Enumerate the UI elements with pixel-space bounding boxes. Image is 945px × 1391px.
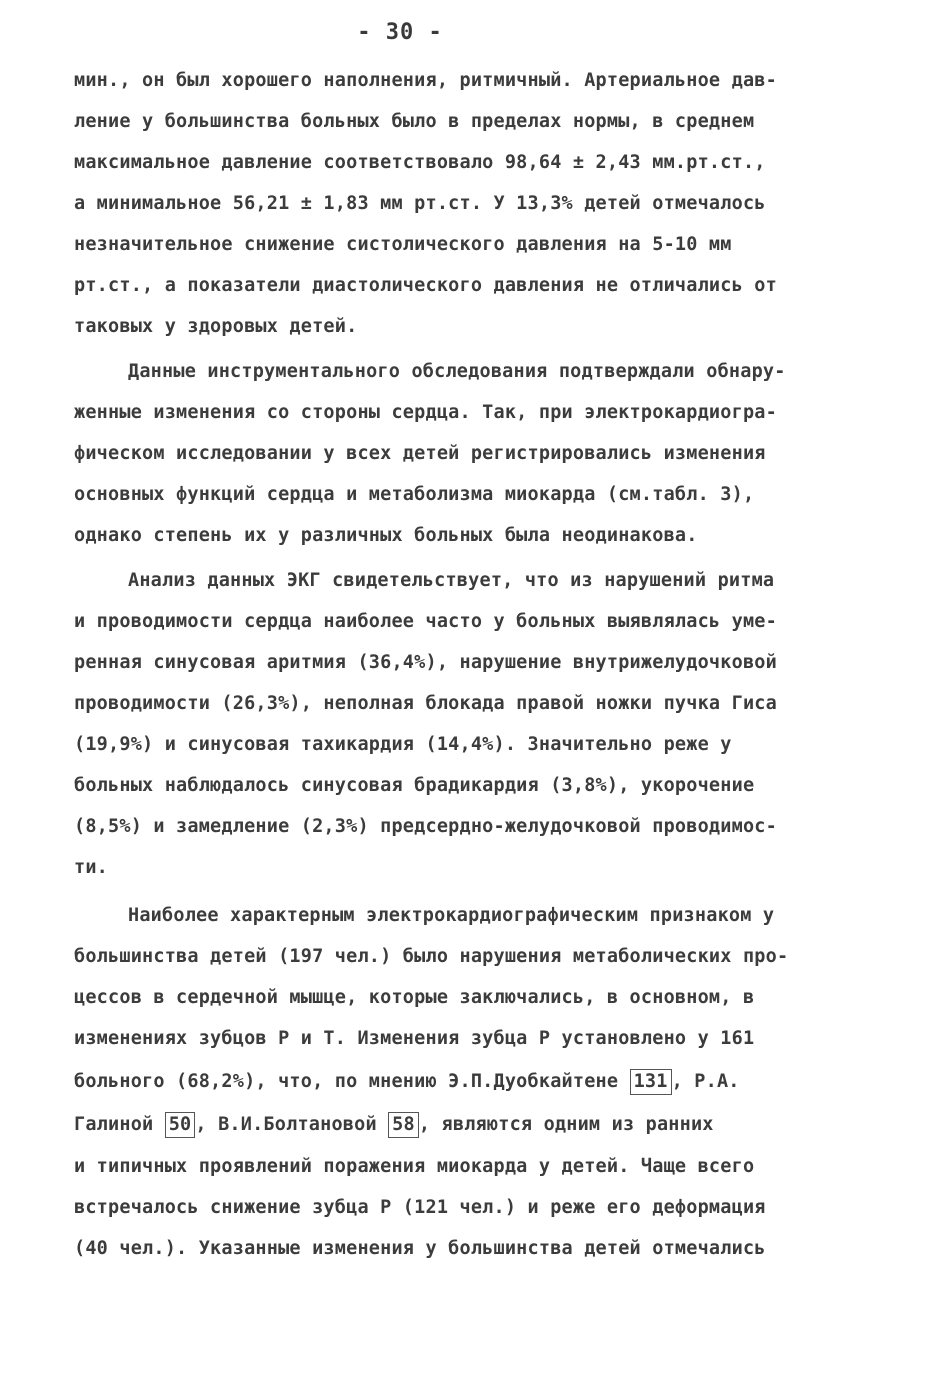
text-line-paragraph-start: Наиболее характерным электрокардиографическим признаком у	[128, 905, 775, 926]
text-line: женные изменения со стороны сердца. Так, при электрокардиогра-	[74, 402, 777, 423]
text-line: фическом исследовании у всех детей регистрировались изменения	[74, 443, 766, 464]
text-line: максимальное давление соответствовало 98,64 ± 2,43 мм.рт.ст.,	[74, 152, 766, 173]
text-line: (8,5%) и замедление (2,3%) предсердно-желудочковой проводимос-	[74, 816, 777, 837]
text-line: незначительное снижение систолического давления на 5-10 мм	[74, 234, 732, 255]
text-line: больных наблюдалось синусовая брадикардия (3,8%), укорочение	[74, 775, 755, 796]
text-segment: , Р.А.	[671, 1071, 740, 1092]
text-line: большинства детей (197 чел.) было нарушения метаболических про-	[74, 946, 789, 967]
text-line-with-ref	[74, 1110, 874, 1140]
text-line-with-ref	[74, 1067, 874, 1097]
page-number: - 30 -	[357, 20, 443, 45]
text-line: цессов в сердечной мышце, которые заключались, в основном, в	[74, 987, 755, 1008]
text-line: проводимости (26,3%), неполная блокада правой ножки пучка Гиса	[74, 693, 777, 714]
citation-ref: 50	[165, 1112, 196, 1138]
text-line: основных функций сердца и метаболизма миокарда (см.табл. 3),	[74, 484, 755, 505]
text-segment: , В.И.Болтановой	[195, 1114, 377, 1135]
text-line: изменениях зубцов Р и Т. Изменения зубца Р установлено у 161	[74, 1028, 755, 1049]
citation-ref: 131	[630, 1069, 672, 1095]
text-segment: Галиной	[74, 1114, 154, 1135]
text-line: (40 чел.). Указанные изменения у большинства детей отмечались	[74, 1238, 766, 1259]
text-segment: больного (68,2%), что, по мнению Э.П.Дуобкайтене	[74, 1071, 619, 1092]
text-line: мин., он был хорошего наполнения, ритмичный. Артериальное дав-	[74, 70, 777, 91]
text-line: таковых у здоровых детей.	[74, 316, 358, 337]
text-line: а минимальное 56,21 ± 1,83 мм рт.ст. У 13,3% детей отмечалось	[74, 193, 766, 214]
text-line: и типичных проявлений поражения миокарда у детей. Чаще всего	[74, 1156, 755, 1177]
text-line: однако степень их у различных больных была неодинакова.	[74, 525, 698, 546]
text-segment: , являются одним из ранних	[418, 1114, 714, 1135]
text-line: ти.	[74, 857, 109, 878]
text-line: рт.ст., а показатели диастолического давления не отличались от	[74, 275, 777, 296]
text-line: (19,9%) и синусовая тахикардия (14,4%). Значительно реже у	[74, 734, 732, 755]
text-line: встречалось снижение зубца Р (121 чел.) и реже его деформация	[74, 1197, 766, 1218]
text-line: ренная синусовая аритмия (36,4%), нарушение внутрижелудочковой	[74, 652, 777, 673]
text-line: ление у большинства больных было в пределах нормы, в среднем	[74, 111, 755, 132]
citation-ref: 58	[388, 1112, 419, 1138]
text-line: и проводимости сердца наиболее часто у больных выявлялась уме-	[74, 611, 777, 632]
text-line-paragraph-start: Анализ данных ЭКГ свидетельствует, что из нарушений ритма	[128, 570, 775, 591]
text-line-paragraph-start: Данные инструментального обследования подтверждали обнару-	[128, 361, 786, 382]
